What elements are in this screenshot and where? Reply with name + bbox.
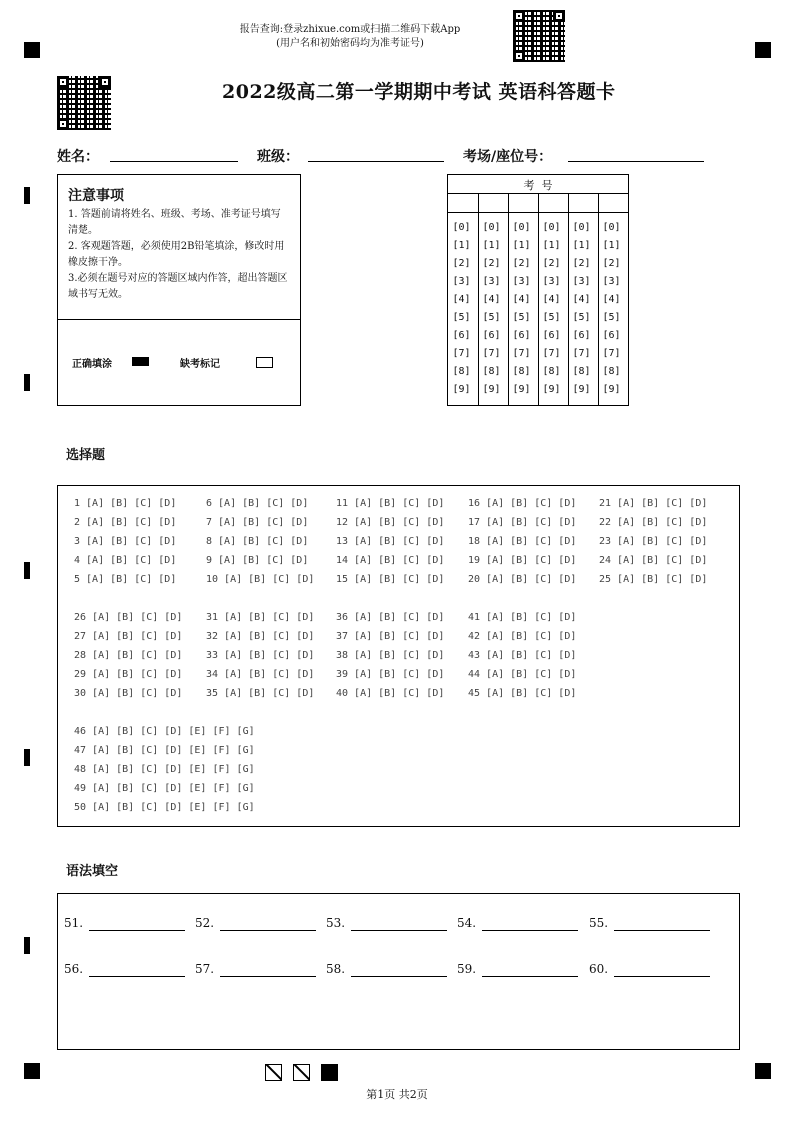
exam-digit-bubble[interactable]: [5] (542, 312, 561, 323)
notice-item: 3.必须在题号对应的答题区域内作答，超出答题区域书写无效。 (68, 273, 288, 300)
choice-question-row[interactable]: 18 [A] [B] [C] [D] (468, 536, 577, 547)
choice-question-row[interactable]: 43 [A] [B] [C] [D] (468, 650, 577, 661)
report-query-text: 报告查询:登录zhixue.com或扫描二维码下载App (239, 24, 461, 35)
exam-digit-bubble[interactable]: [4] (452, 294, 471, 305)
exam-digit-bubble[interactable]: [8] (602, 366, 621, 377)
choice-question-row[interactable]: 47 [A] [B] [C] [D] [E] [F] [G] (74, 745, 255, 756)
page-number: 第1页 共2页 (366, 1088, 428, 1101)
exam-digit-bubble[interactable]: [8] (482, 366, 501, 377)
choice-question-row[interactable]: 3 [A] [B] [C] [D] (74, 536, 177, 547)
choice-question-row[interactable]: 50 [A] [B] [C] [D] [E] [F] [G] (74, 802, 255, 813)
choice-question-row[interactable]: 22 [A] [B] [C] [D] (599, 517, 708, 528)
timing-mark (24, 374, 30, 391)
exam-digit-bubble[interactable]: [6] (572, 330, 591, 341)
absent-mark-label: 缺考标记 (180, 359, 220, 370)
exam-digit-bubble[interactable]: [4] (542, 294, 561, 305)
exam-digit-bubble[interactable]: [7] (572, 348, 591, 359)
exam-digit-bubble[interactable]: [9] (512, 384, 531, 395)
exam-digit-bubble[interactable]: [2] (602, 258, 621, 269)
exam-digit-bubble[interactable]: [0] (512, 222, 531, 233)
exam-digit-bubble[interactable]: [5] (512, 312, 531, 323)
grammar-item-number: 52. (195, 916, 215, 930)
grammar-answer-line[interactable] (614, 930, 710, 931)
exam-digit-bubble[interactable]: [1] (512, 240, 531, 251)
notice-item: 2. 客观题答题，必须使用2B铅笔填涂，修改时用橡皮擦干净。 (68, 241, 285, 268)
class-label: 班级： (257, 149, 299, 165)
grammar-item-number: 57. (195, 962, 215, 976)
grammar-item-number: 56. (64, 962, 84, 976)
exam-digit-bubble[interactable]: [5] (452, 312, 471, 323)
page-marker-slash (293, 1064, 310, 1081)
exam-digit-bubble[interactable]: [3] (542, 276, 561, 287)
correct-fill-label: 正确填涂 (72, 359, 112, 370)
choice-question-row[interactable]: 19 [A] [B] [C] [D] (468, 555, 577, 566)
choice-question-row[interactable]: 37 [A] [B] [C] [D] (336, 631, 445, 642)
exam-digit-bubble[interactable]: [7] (482, 348, 501, 359)
seat-field[interactable] (568, 161, 704, 162)
notice-item: 1. 答题前请将姓名、班级、考场、准考证号填写清楚。 (68, 209, 281, 236)
choice-question-row[interactable]: 29 [A] [B] [C] [D] (74, 669, 183, 680)
choice-question-row[interactable]: 2 [A] [B] [C] [D] (74, 517, 177, 528)
choice-question-row[interactable]: 40 [A] [B] [C] [D] (336, 688, 445, 699)
exam-digit-bubble[interactable]: [0] (572, 222, 591, 233)
choice-question-row[interactable]: 44 [A] [B] [C] [D] (468, 669, 577, 680)
choice-question-row[interactable]: 25 [A] [B] [C] [D] (599, 574, 708, 585)
exam-digit-bubble[interactable]: [3] (452, 276, 471, 287)
grammar-answer-line[interactable] (482, 930, 578, 931)
exam-digit-bubble[interactable]: [2] (452, 258, 471, 269)
app-qr-code (513, 10, 565, 62)
notice-title: 注意事项 (68, 188, 124, 204)
exam-digit-bubble[interactable]: [9] (572, 384, 591, 395)
grammar-answer-line[interactable] (614, 976, 710, 977)
exam-digit-bubble[interactable]: [7] (512, 348, 531, 359)
grammar-answer-line[interactable] (482, 976, 578, 977)
exam-digit-bubble[interactable]: [1] (602, 240, 621, 251)
exam-digit-bubble[interactable]: [3] (482, 276, 501, 287)
exam-digit-bubble[interactable]: [6] (602, 330, 621, 341)
exam-digit-bubble[interactable]: [3] (572, 276, 591, 287)
grammar-item-number: 55. (589, 916, 609, 930)
exam-digit-bubble[interactable]: [7] (542, 348, 561, 359)
choice-question-row[interactable]: 1 [A] [B] [C] [D] (74, 498, 177, 509)
grammar-answer-line[interactable] (351, 930, 447, 931)
notice-divider (58, 319, 300, 320)
choice-question-row[interactable]: 10 [A] [B] [C] [D] (206, 574, 315, 585)
alignment-mark-bottom-right (755, 1063, 771, 1079)
grammar-item-number: 58. (326, 962, 346, 976)
choice-question-row[interactable]: 7 [A] [B] [C] [D] (206, 517, 309, 528)
choice-question-row[interactable]: 33 [A] [B] [C] [D] (206, 650, 315, 661)
choice-question-row[interactable]: 35 [A] [B] [C] [D] (206, 688, 315, 699)
exam-digit-bubble[interactable]: [1] (452, 240, 471, 251)
exam-digit-bubble[interactable]: [6] (452, 330, 471, 341)
grammar-item-number: 60. (589, 962, 609, 976)
exam-digit-bubble[interactable]: [7] (452, 348, 471, 359)
exam-number-header: 考 号 (523, 179, 553, 192)
choice-question-row[interactable]: 38 [A] [B] [C] [D] (336, 650, 445, 661)
grammar-section-title: 语法填空 (66, 864, 119, 879)
grammar-item-number: 59. (457, 962, 477, 976)
correct-fill-sample (132, 357, 149, 366)
exam-digit-bubble[interactable]: [4] (482, 294, 501, 305)
alignment-mark-bottom-left (24, 1063, 40, 1079)
choice-question-row[interactable]: 11 [A] [B] [C] [D] (336, 498, 445, 509)
exam-digit-bubble[interactable]: [3] (512, 276, 531, 287)
choice-question-row[interactable]: 39 [A] [B] [C] [D] (336, 669, 445, 680)
exam-digit-bubble[interactable]: [8] (572, 366, 591, 377)
choice-question-row[interactable]: 28 [A] [B] [C] [D] (74, 650, 183, 661)
login-hint-text: (用户名和初始密码均为准考证号) (276, 38, 424, 49)
exam-digit-bubble[interactable]: [5] (602, 312, 621, 323)
grammar-answer-line[interactable] (220, 976, 316, 977)
absent-mark-checkbox[interactable] (256, 357, 273, 368)
choice-question-row[interactable]: 24 [A] [B] [C] [D] (599, 555, 708, 566)
choice-question-row[interactable]: 23 [A] [B] [C] [D] (599, 536, 708, 547)
choice-question-row[interactable]: 14 [A] [B] [C] [D] (336, 555, 445, 566)
timing-mark (24, 187, 30, 204)
exam-digit-bubble[interactable]: [9] (482, 384, 501, 395)
exam-digit-bubble[interactable]: [1] (542, 240, 561, 251)
exam-digit-bubble[interactable]: [0] (542, 222, 561, 233)
choice-question-row[interactable]: 45 [A] [B] [C] [D] (468, 688, 577, 699)
seat-label: 考场/座位号： (463, 149, 553, 165)
exam-digit-bubble[interactable]: [1] (482, 240, 501, 251)
page-marker-filled (321, 1064, 338, 1081)
exam-digit-bubble[interactable]: [0] (452, 222, 471, 233)
choice-question-row[interactable]: 34 [A] [B] [C] [D] (206, 669, 315, 680)
exam-digit-bubble[interactable]: [2] (542, 258, 561, 269)
choice-section-title: 选择题 (66, 448, 106, 463)
grammar-item-number: 53. (326, 916, 346, 930)
exam-digit-bubble[interactable]: [8] (542, 366, 561, 377)
exam-digit-bubble[interactable]: [6] (512, 330, 531, 341)
exam-digit-bubble[interactable]: [2] (482, 258, 501, 269)
choice-question-row[interactable]: 5 [A] [B] [C] [D] (74, 574, 177, 585)
grammar-answer-line[interactable] (351, 976, 447, 977)
student-qr-code (57, 76, 111, 130)
grammar-item-number: 51. (64, 916, 84, 930)
class-field[interactable] (308, 161, 444, 162)
choice-question-row[interactable]: 21 [A] [B] [C] [D] (599, 498, 708, 509)
choice-question-row[interactable]: 12 [A] [B] [C] [D] (336, 517, 445, 528)
choice-question-row[interactable]: 15 [A] [B] [C] [D] (336, 574, 445, 585)
exam-digit-bubble[interactable]: [0] (482, 222, 501, 233)
choice-question-row[interactable]: 20 [A] [B] [C] [D] (468, 574, 577, 585)
grammar-answer-line[interactable] (220, 930, 316, 931)
exam-digit-bubble[interactable]: [4] (572, 294, 591, 305)
name-label: 姓名： (57, 149, 99, 165)
choice-question-row[interactable]: 48 [A] [B] [C] [D] [E] [F] [G] (74, 764, 255, 775)
page-marker-slash (265, 1064, 282, 1081)
choice-question-row[interactable]: 4 [A] [B] [C] [D] (74, 555, 177, 566)
choice-question-row[interactable]: 31 [A] [B] [C] [D] (206, 612, 315, 623)
exam-digit-bubble[interactable]: [2] (512, 258, 531, 269)
exam-digit-bubble[interactable]: [9] (542, 384, 561, 395)
exam-digit-bubble[interactable]: [6] (482, 330, 501, 341)
choice-question-row[interactable]: 32 [A] [B] [C] [D] (206, 631, 315, 642)
choice-question-row[interactable]: 42 [A] [B] [C] [D] (468, 631, 577, 642)
notice-box (57, 174, 301, 406)
choice-question-row[interactable]: 8 [A] [B] [C] [D] (206, 536, 309, 547)
exam-digit-bubble[interactable]: [1] (572, 240, 591, 251)
alignment-mark-top-left (24, 42, 40, 58)
exam-digit-bubble[interactable]: [6] (542, 330, 561, 341)
exam-digit-bubble[interactable]: [9] (602, 384, 621, 395)
choice-question-row[interactable]: 13 [A] [B] [C] [D] (336, 536, 445, 547)
exam-digit-bubble[interactable]: [9] (452, 384, 471, 395)
choice-question-row[interactable]: 26 [A] [B] [C] [D] (74, 612, 183, 623)
exam-digit-bubble[interactable]: [5] (572, 312, 591, 323)
exam-digit-bubble[interactable]: [0] (602, 222, 621, 233)
timing-mark (24, 562, 30, 579)
exam-digit-bubble[interactable]: [4] (512, 294, 531, 305)
grammar-answer-area (57, 893, 740, 1050)
choice-question-row[interactable]: 17 [A] [B] [C] [D] (468, 517, 577, 528)
exam-digit-bubble[interactable]: [3] (602, 276, 621, 287)
exam-digit-bubble[interactable]: [7] (602, 348, 621, 359)
grammar-answer-line[interactable] (89, 976, 185, 977)
choice-question-row[interactable]: 36 [A] [B] [C] [D] (336, 612, 445, 623)
exam-digit-bubble[interactable]: [8] (452, 366, 471, 377)
exam-digit-bubble[interactable]: [2] (572, 258, 591, 269)
exam-digit-bubble[interactable]: [4] (602, 294, 621, 305)
choice-question-row[interactable]: 49 [A] [B] [C] [D] [E] [F] [G] (74, 783, 255, 794)
name-field[interactable] (110, 161, 238, 162)
exam-digit-bubble[interactable]: [8] (512, 366, 531, 377)
timing-mark (24, 749, 30, 766)
grammar-item-number: 54. (457, 916, 477, 930)
choice-question-row[interactable]: 27 [A] [B] [C] [D] (74, 631, 183, 642)
alignment-mark-top-right (755, 42, 771, 58)
choice-question-row[interactable]: 16 [A] [B] [C] [D] (468, 498, 577, 509)
choice-question-row[interactable]: 46 [A] [B] [C] [D] [E] [F] [G] (74, 726, 255, 737)
grammar-answer-line[interactable] (89, 930, 185, 931)
exam-digit-bubble[interactable]: [5] (482, 312, 501, 323)
choice-question-row[interactable]: 41 [A] [B] [C] [D] (468, 612, 577, 623)
choice-question-row[interactable]: 6 [A] [B] [C] [D] (206, 498, 309, 509)
page-title: 2022级高二第一学期期中考试 英语科答题卡 (222, 81, 616, 103)
timing-mark (24, 937, 30, 954)
choice-question-row[interactable]: 30 [A] [B] [C] [D] (74, 688, 183, 699)
choice-question-row[interactable]: 9 [A] [B] [C] [D] (206, 555, 309, 566)
